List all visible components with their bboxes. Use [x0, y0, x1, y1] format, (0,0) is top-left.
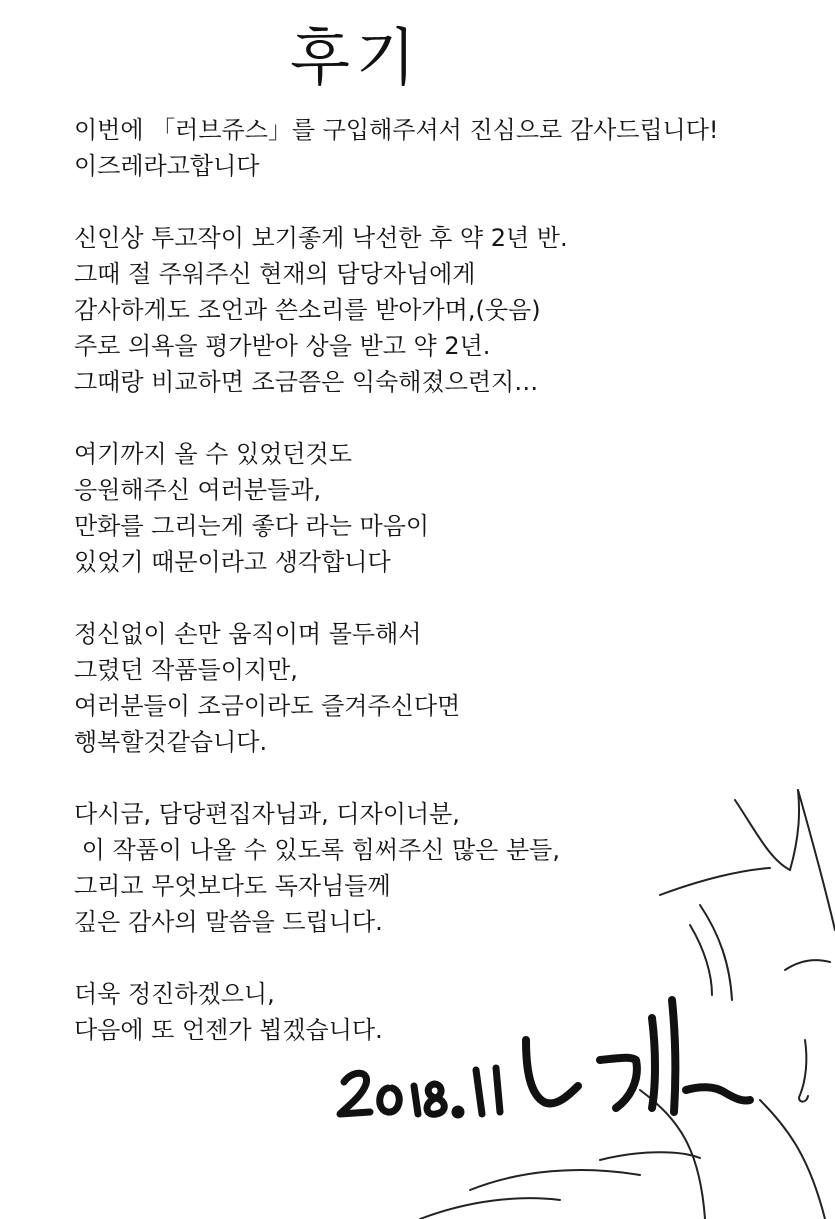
paragraph-greeting	[74, 112, 774, 184]
text-line: 이 작품이 나올 수 있도록 힘써주신 많은 분들,	[74, 836, 560, 864]
sketch-arm-stroke	[600, 1152, 700, 1160]
text-line: 이즈레라고합니다	[74, 152, 260, 180]
sketch-lower-stroke	[470, 1170, 640, 1190]
text-line: 그렸던 작품들이지만,	[74, 656, 298, 684]
sketch-body-stroke	[760, 1100, 825, 1219]
text-line: 다음에 또 언젠가 뵙겠습니다.	[74, 1016, 383, 1044]
text-line: 깊은 감사의 말씀을 드립니다.	[74, 908, 383, 936]
signature-name-strokes	[526, 1000, 750, 1112]
text-line: 그때랑 비교하면 조금쯤은 익숙해졌으련지…	[74, 368, 539, 396]
signature-date-strokes	[340, 1068, 500, 1115]
afterword-body	[74, 112, 774, 1084]
text-line: 다시금, 담당편집자님과, 디자이너분,	[74, 800, 460, 828]
text-line: 그때 절 주워주신 현재의 담당자님에게	[74, 260, 476, 288]
sketch-head-stroke	[798, 790, 835, 930]
text-line: 더욱 정진하겠으니,	[74, 980, 275, 1008]
handwritten-signature	[330, 990, 760, 1130]
text-line: 주로 의욕을 평가받아 상을 받고 약 2년.	[74, 332, 491, 360]
text-line: 신인상 투고작이 보기좋게 낙선한 후 약 2년 반.	[74, 224, 568, 252]
sketch-bottom-stroke	[420, 1198, 560, 1219]
page-title: 후기	[290, 21, 422, 94]
paragraph-works	[74, 616, 774, 760]
text-line: 감사하게도 조언과 쓴소리를 받아가며,(웃음)	[74, 296, 541, 324]
paragraph-acknowledgements	[74, 796, 774, 940]
text-line: 행복할것같습니다.	[74, 728, 268, 756]
text-line: 응원해주신 여러분들과,	[74, 476, 322, 504]
text-line: 여러분들이 조금이라도 즐겨주신다면	[74, 692, 461, 720]
text-line: 있었기 때문이라고 생각합니다	[74, 548, 391, 576]
paragraph-thanks-readers	[74, 436, 774, 580]
text-line: 여기까지 올 수 있었던것도	[74, 440, 352, 468]
text-line: 정신없이 손만 움직이며 몰두해서	[74, 620, 422, 648]
text-line: 만화를 그리는게 좋다 라는 마음이	[74, 512, 430, 540]
text-line: 이번에 「러브쥬스」를 구입해주셔서 진심으로 감사드립니다!	[74, 116, 719, 144]
sketch-drop-stroke	[799, 1040, 808, 1102]
sketch-eye-stroke	[785, 960, 830, 970]
paragraph-history	[74, 220, 774, 400]
text-line: 그리고 무엇보다도 독자님들께	[74, 872, 391, 900]
